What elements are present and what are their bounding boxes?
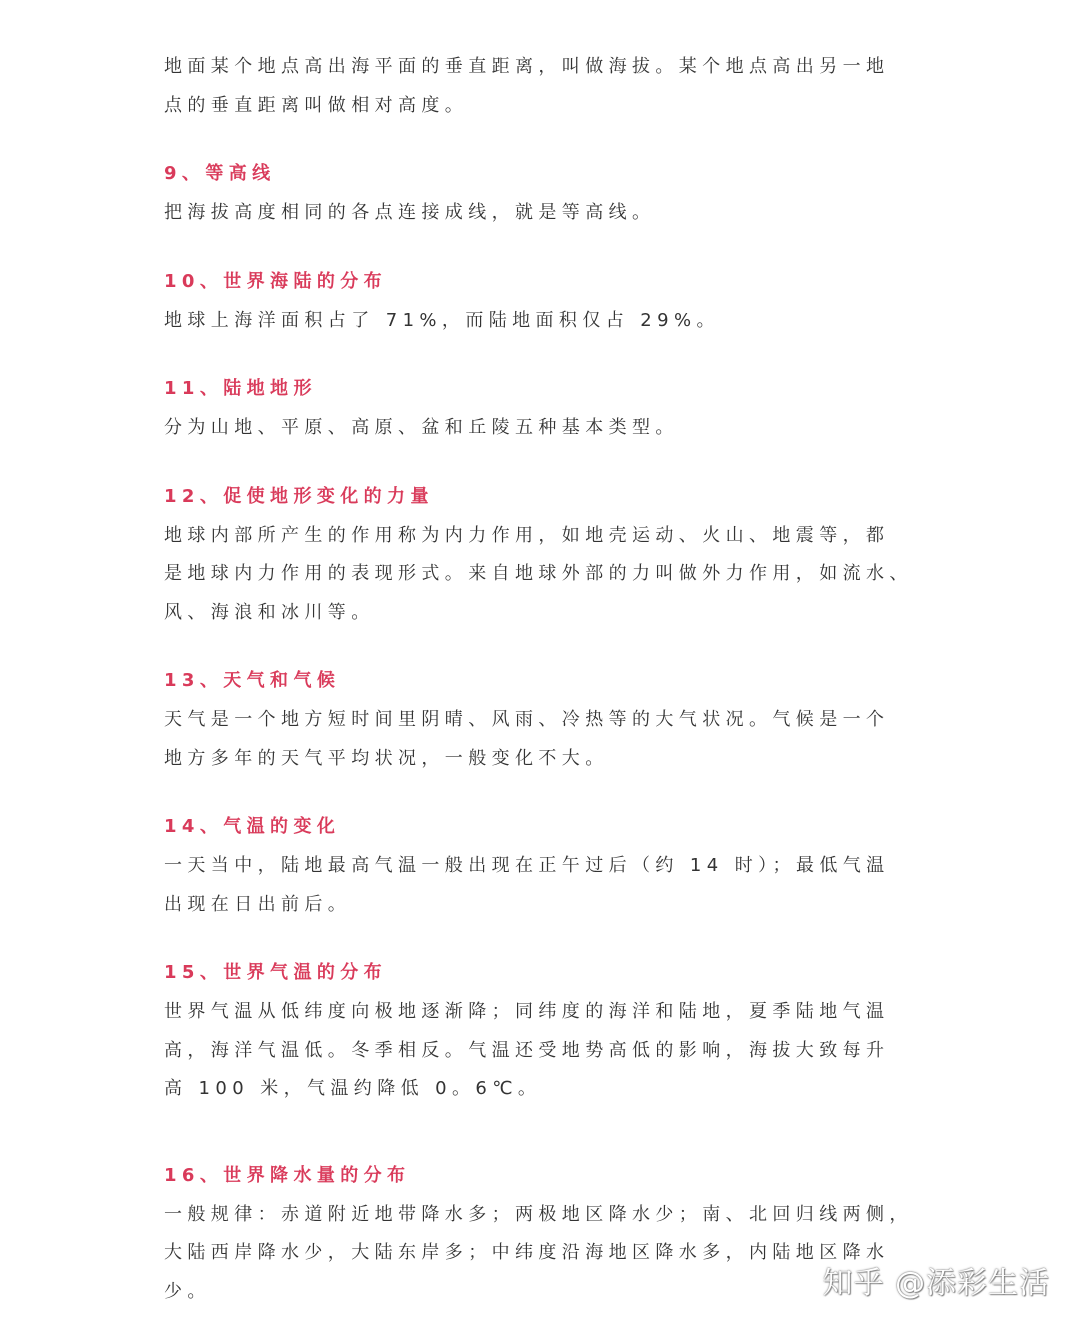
section-line: 出现在日出前后。 xyxy=(164,893,352,915)
section-line: 高，海洋气温低。冬季相反。气温还受地势高低的影响，海拔大致每升 xyxy=(164,1039,890,1061)
section-line: 大陆西岸降水少，大陆东岸多；中纬度沿海地区降水多，内陆地区降水 xyxy=(164,1242,890,1263)
section-13-weather-climate xyxy=(164,662,924,778)
section-heading: 11、陆地地形 xyxy=(164,378,317,399)
section-line: 是地球内力作用的表现形式。来自地球外部的力叫做外力作用，如流水、 xyxy=(164,563,913,584)
zhihu-watermark: 知乎 @添彩生活 xyxy=(822,1266,1050,1301)
section-heading: 9、等高线 xyxy=(164,163,276,184)
section-line: 少。 xyxy=(164,1280,211,1302)
section-10-land-sea-distribution xyxy=(164,263,924,341)
section-line: 分为山地、平原、高原、盆和丘陵五种基本类型。 xyxy=(164,417,679,438)
article-body xyxy=(164,48,924,1311)
section-heading: 13、天气和气候 xyxy=(164,670,341,691)
section-heading: 14、气温的变化 xyxy=(164,816,341,837)
section-line: 风、海浪和冰川等。 xyxy=(164,601,375,623)
section-line: 世界气温从低纬度向极地逐渐降；同纬度的海洋和陆地，夏季陆地气温 xyxy=(164,1001,890,1022)
section-line: 地球上海洋面积占了 71%，而陆地面积仅占 29%。 xyxy=(164,309,720,331)
section-line: 把海拔高度相同的各点连接成线，就是等高线。 xyxy=(164,202,656,223)
section-heading: 15、世界气温的分布 xyxy=(164,962,388,983)
section-16-world-precipitation xyxy=(164,1157,924,1312)
section-line: 一般规律：赤道附近地带降水多；两极地区降水少；南、北回归线两侧， xyxy=(164,1203,913,1225)
section-line: 地方多年的天气平均状况，一般变化不大。 xyxy=(164,747,609,769)
section-9-contour-lines xyxy=(164,155,924,233)
section-heading: 10、世界海陆的分布 xyxy=(164,270,388,292)
section-11-landforms xyxy=(164,370,924,448)
intro-line: 点的垂直距离叫做相对高度。 xyxy=(164,94,469,116)
section-15-world-temperature xyxy=(164,954,924,1109)
section-heading: 12、促使地形变化的力量 xyxy=(164,485,434,507)
section-heading: 16、世界降水量的分布 xyxy=(164,1164,411,1186)
section-line: 天气是一个地方短时间里阴晴、风雨、冷热等的大气状况。气候是一个 xyxy=(164,709,890,730)
intro-line: 地面某个地点高出海平面的垂直距离，叫做海拔。某个地点高出另一地 xyxy=(164,56,890,77)
section-line: 地球内部所产生的作用称为内力作用，如地壳运动、火山、地震等，都 xyxy=(164,524,890,546)
intro-paragraph xyxy=(164,48,924,125)
section-12-terrain-forces xyxy=(164,478,924,633)
section-line: 高 100 米，气温约降低 0。6℃。 xyxy=(164,1078,542,1099)
section-14-temperature-change xyxy=(164,808,924,924)
section-line: 一天当中，陆地最高气温一般出现在正午过后（约 14 时）；最低气温 xyxy=(164,855,890,876)
